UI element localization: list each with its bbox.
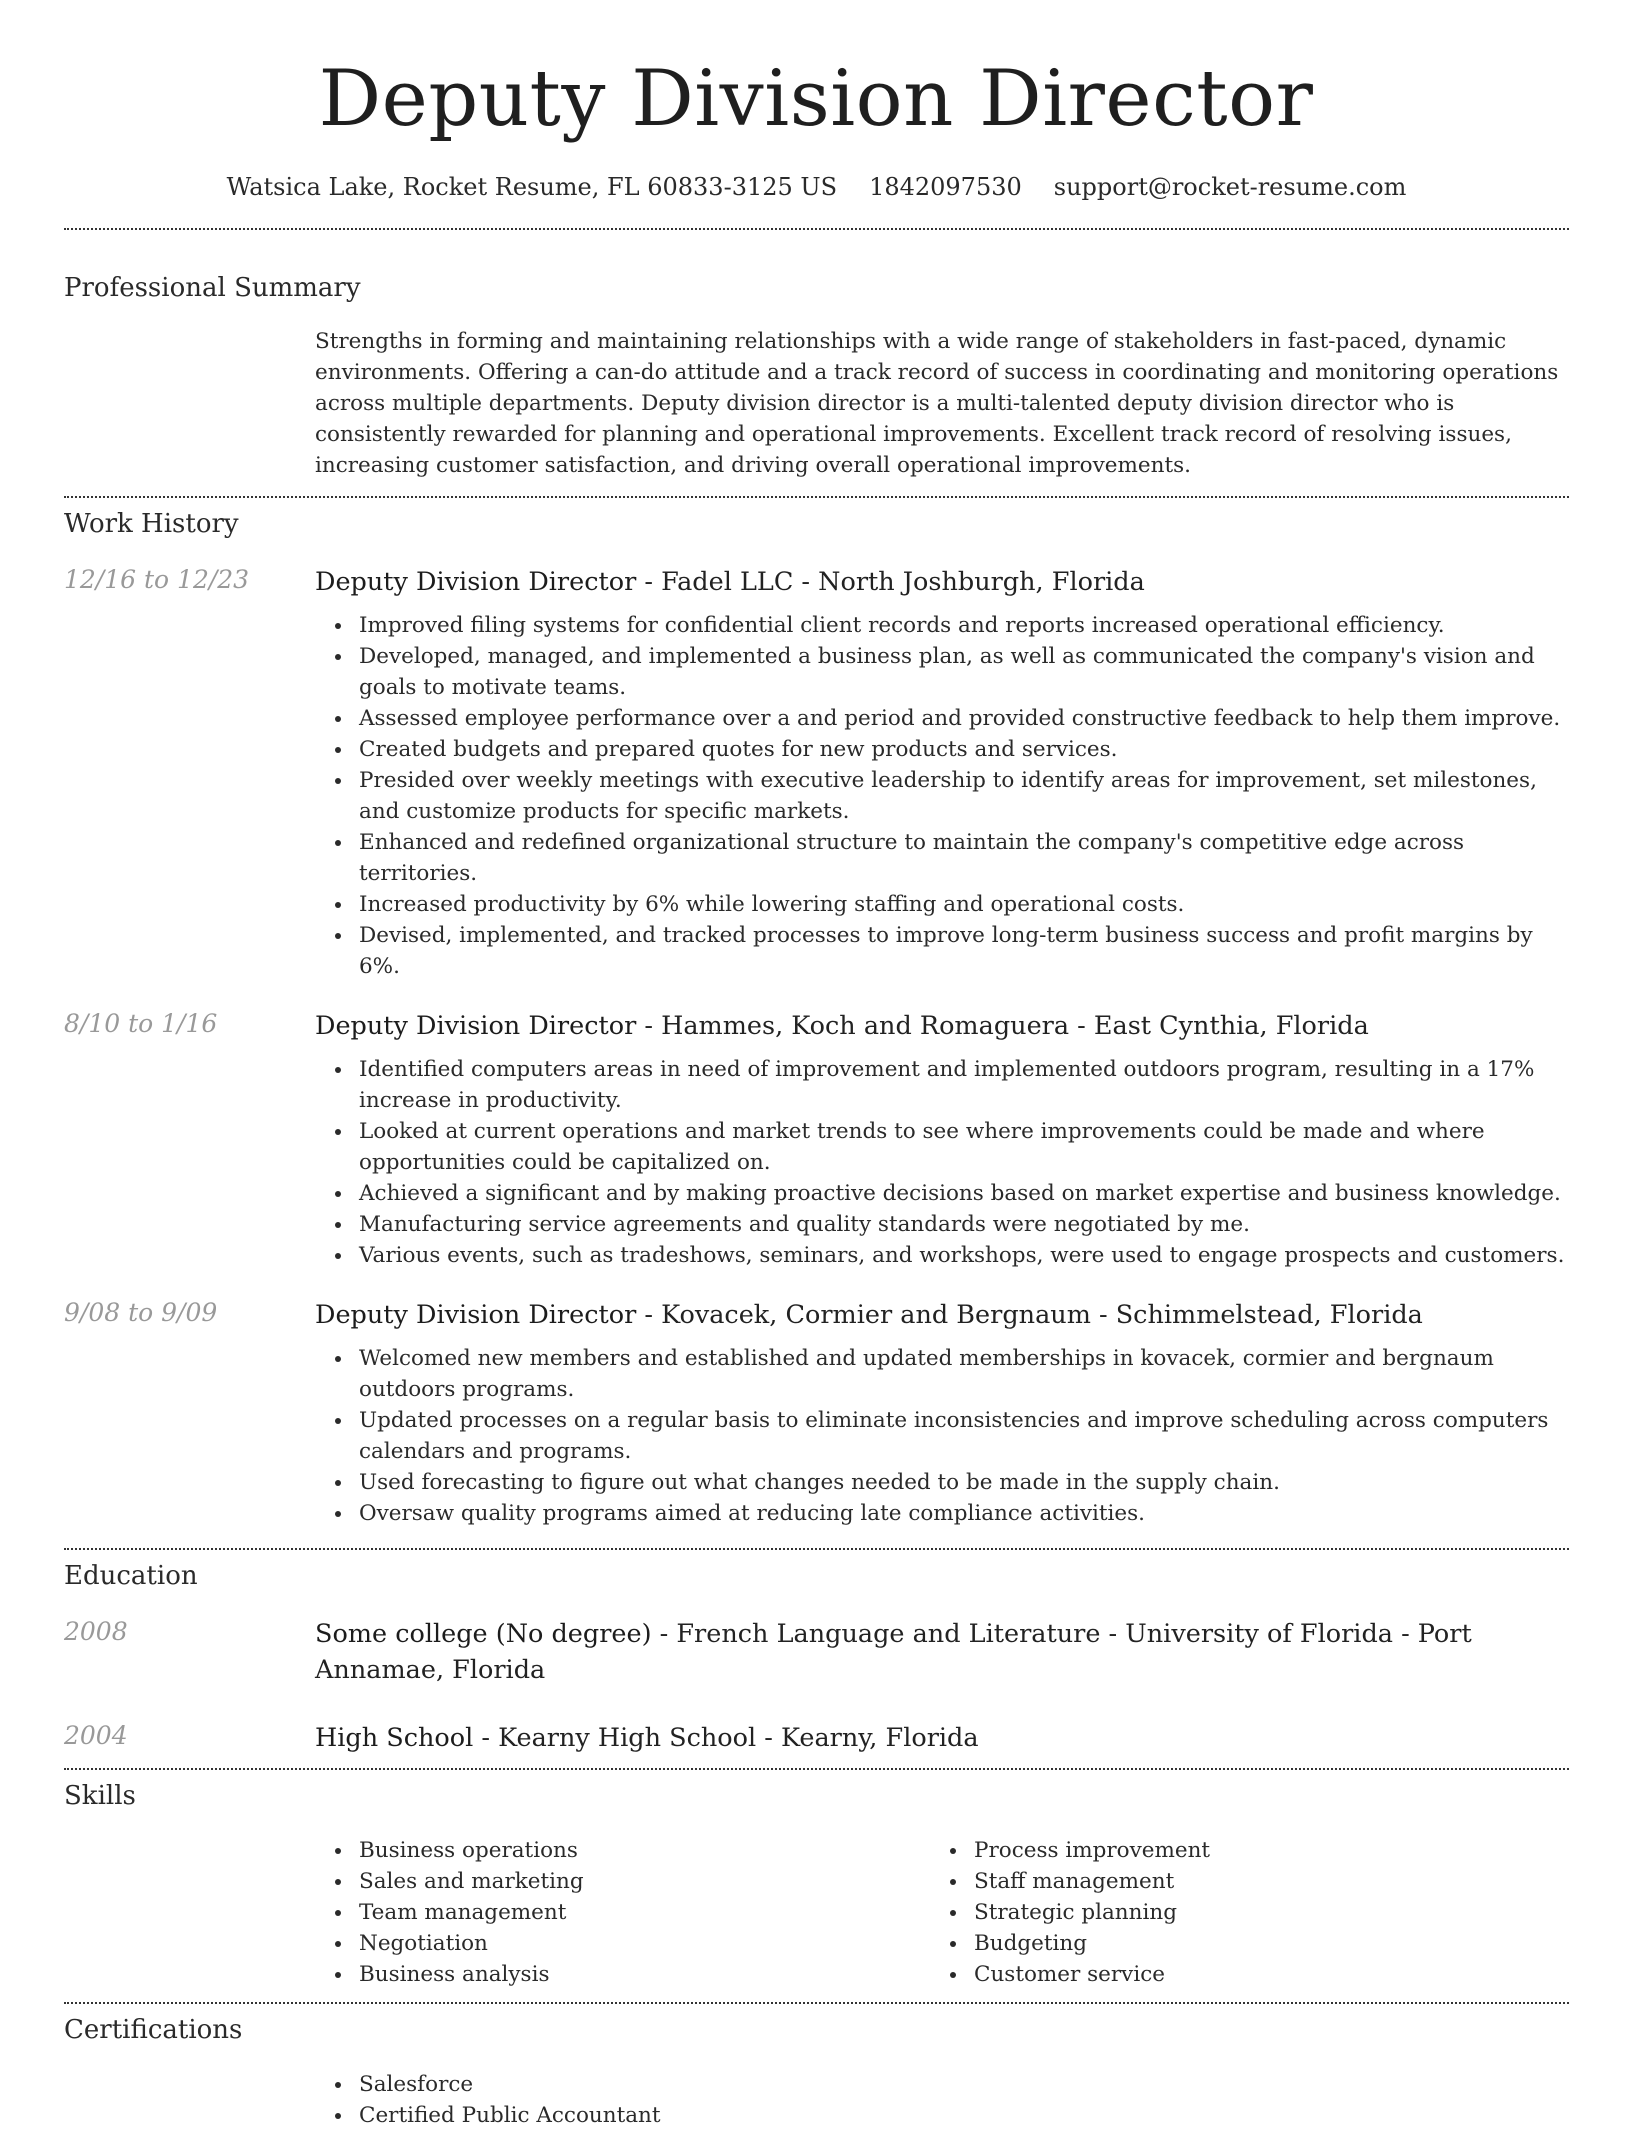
- job-bullets: [315, 610, 1569, 982]
- list-item: Achieved a significant and by making proactive decisions based on market expertise and business knowledge.: [315, 1178, 1569, 1209]
- list-item: Updated processes on a regular basis to eliminate inconsistencies and improve scheduling across computers calendars and programs.: [315, 1405, 1569, 1467]
- skills-heading: Skills: [64, 1781, 136, 1811]
- education-year: 2008: [64, 1617, 128, 1646]
- education-year: 2004: [64, 1721, 128, 1750]
- resume-page: [64, 0, 1569, 2131]
- job-title: Deputy Division Director - Fadel LLC - North Joshburgh, Florida: [315, 567, 1145, 597]
- list-item: Looked at current operations and market trends to see where improvements could be made and where opportunities could be capitalized on.: [315, 1116, 1569, 1178]
- skill-item: Customer service: [930, 1959, 1545, 1990]
- education-entry: [64, 1616, 1569, 1688]
- education-title: High School - Kearny High School - Kearny, Florida: [315, 1723, 979, 1753]
- list-item: Welcomed new members and established and updated memberships in kovacek, cormier and bergnaum outdoors programs.: [315, 1343, 1569, 1405]
- education-entry: [64, 1720, 1569, 1756]
- skill-item: Process improvement: [930, 1835, 1545, 1866]
- job-bullets: [315, 1343, 1569, 1529]
- skills-column: [315, 1835, 930, 1990]
- education-heading: Education: [64, 1561, 198, 1591]
- skill-item: Staff management: [930, 1866, 1545, 1897]
- job-entry: [64, 564, 1569, 982]
- skill-item: Budgeting: [930, 1928, 1545, 1959]
- work-history-heading: Work History: [64, 509, 239, 539]
- certifications-heading: Certifications: [64, 2015, 243, 2045]
- list-item: Devised, implemented, and tracked processes to improve long-term business success and profit margins by 6%.: [315, 920, 1569, 982]
- skill-item: Negotiation: [315, 1928, 930, 1959]
- job-entry: [64, 1008, 1569, 1271]
- contact-address: Watsica Lake, Rocket Resume, FL 60833-3125 US: [226, 173, 838, 201]
- job-dates: 9/08 to 9/09: [64, 1298, 218, 1327]
- skill-item: Team management: [315, 1897, 930, 1928]
- job-entry: [64, 1297, 1569, 1529]
- education-title: Some college (No degree) - French Language and Literature - University of Florida - Port Annamae, Florida: [315, 1619, 1472, 1685]
- skill-item: Sales and marketing: [315, 1866, 930, 1897]
- list-item: Assessed employee performance over a and period and provided constructive feedback to help them improve.: [315, 703, 1569, 734]
- skills-grid: [315, 1835, 1569, 1990]
- summary-heading: Professional Summary: [64, 273, 361, 303]
- job-title: Deputy Division Director - Kovacek, Cormier and Bergnaum - Schimmelstead, Florida: [315, 1300, 1423, 1330]
- job-dates: 12/16 to 12/23: [64, 565, 250, 594]
- job-dates: 8/10 to 1/16: [64, 1009, 218, 1038]
- education-section: [64, 1550, 1569, 1756]
- contact-phone: 1842097530: [869, 173, 1022, 201]
- summary-text: Strengths in forming and maintaining relationships with a wide range of stakeholders in fast-paced, dynamic environments. Offering a can-do attitude and a track record of success in coordinating and monitoring operations across multiple departments. Deputy division director is a multi-talented deputy division director who is consistently rewarded for planning and operational improvements. Excellent track record of resolving issues, increasing customer satisfaction, and driving overall operational improvements.: [315, 329, 1559, 478]
- list-item: Manufacturing service agreements and quality standards were negotiated by me.: [315, 1209, 1569, 1240]
- certifications-list: [315, 2069, 1569, 2131]
- skills-column: [930, 1835, 1545, 1990]
- skill-item: Business operations: [315, 1835, 930, 1866]
- job-bullets: [315, 1054, 1569, 1271]
- resume-header: [64, 0, 1569, 202]
- list-item: Improved filing systems for confidential client records and reports increased operational efficiency.: [315, 610, 1569, 641]
- contact-info: [64, 172, 1569, 202]
- list-item: Increased productivity by 6% while lowering staffing and operational costs.: [315, 889, 1569, 920]
- certifications-section: [64, 2004, 1569, 2131]
- job-title: Deputy Division Director - Hammes, Koch and Romaguera - East Cynthia, Florida: [315, 1011, 1369, 1041]
- skill-item: Business analysis: [315, 1959, 930, 1990]
- summary-section: [64, 230, 1569, 481]
- skill-item: Strategic planning: [930, 1897, 1545, 1928]
- list-item: Presided over weekly meetings with executive leadership to identify areas for improvement, set milestones, and customize products for specific markets.: [315, 765, 1569, 827]
- contact-email: support@rocket-resume.com: [1053, 173, 1407, 201]
- list-item: Developed, managed, and implemented a business plan, as well as communicated the company's vision and goals to motivate teams.: [315, 641, 1569, 703]
- list-item: Oversaw quality programs aimed at reducing late compliance activities.: [315, 1498, 1569, 1529]
- candidate-name: Deputy Division Director: [318, 54, 1314, 144]
- list-item: Used forecasting to figure out what changes needed to be made in the supply chain.: [315, 1467, 1569, 1498]
- list-item: Enhanced and redefined organizational structure to maintain the company's competitive edge across territories.: [315, 827, 1569, 889]
- list-item: Identified computers areas in need of improvement and implemented outdoors program, resulting in a 17% increase in productivity.: [315, 1054, 1569, 1116]
- list-item: Created budgets and prepared quotes for new products and services.: [315, 734, 1569, 765]
- skills-section: [64, 1770, 1569, 1990]
- list-item: Various events, such as tradeshows, seminars, and workshops, were used to engage prospects and customers.: [315, 1240, 1569, 1271]
- certification-item: Salesforce: [315, 2069, 1569, 2100]
- certification-item: Certified Public Accountant: [315, 2100, 1569, 2131]
- work-history-section: [64, 498, 1569, 1529]
